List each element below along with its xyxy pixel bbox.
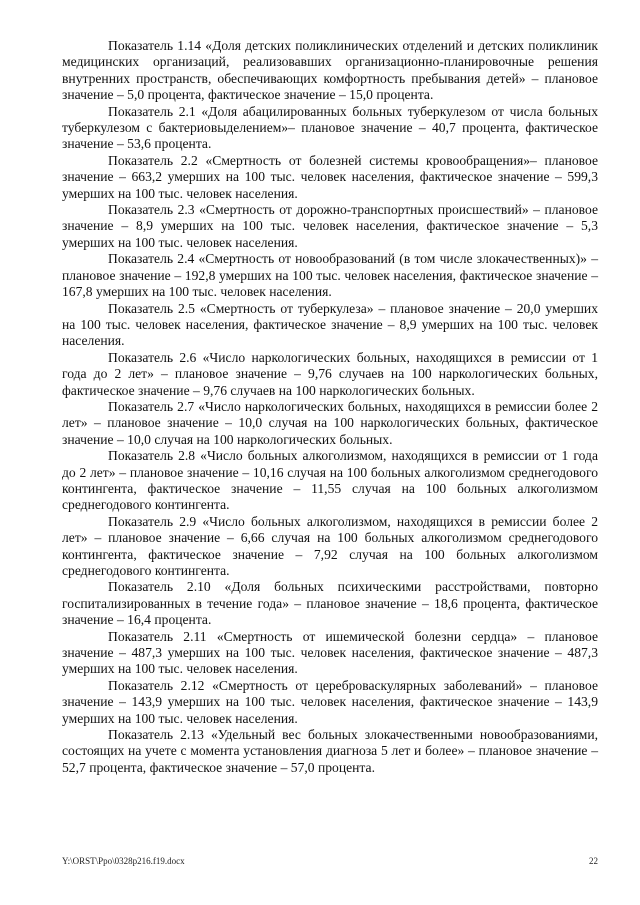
paragraph-indicator-2-2: Показатель 2.2 «Смертность от болезней системы кровообращения»– плановое значение – 663,2 умерших на 100 тыс. человек населения, фактическое значение – 599,3 умерших на 100 тыс. человек населения. [62, 152, 598, 201]
paragraph-indicator-2-13: Показатель 2.13 «Удельный вес больных злокачественными новообразованиями, состоящих на учете с момента установления диагноза 5 лет и более» – плановое значение – 52,7 процента, фактическое значение – 57,0 процента. [62, 727, 598, 775]
paragraph-indicator-2-6: Показатель 2.6 «Число наркологических больных, находящихся в ремиссии от 1 года до 2 лет» – плановое значение – 9,76 случаев на 100 наркологических больных, фактическое значение – 9,76 случаев на 100 наркологических больных. [62, 349, 598, 398]
document-body [62, 38, 598, 776]
paragraph-indicator-2-5: Показатель 2.5 «Смертность от туберкулеза» – плановое значение – 20,0 умерших на 100 тыс. человек населения, фактическое значение – 8,9 умерших на 100 тыс. человек населения. [62, 300, 598, 349]
paragraph-indicator-2-12: Показатель 2.12 «Смертность от цереброваскулярных заболеваний» – плановое значение – 143,9 умерших на 100 тыс. человек населения, фактическое значение – 143,9 умерших на 100 тыс. человек населения. [62, 677, 598, 726]
paragraph-indicator-2-1: Показатель 2.1 «Доля абацилированных больных туберкулезом от числа больных туберкулезом с бактериовыделением»– плановое значение – 40,7 процента, фактическое значение – 53,6 процента. [62, 103, 598, 152]
paragraph-indicator-2-3: Показатель 2.3 «Смертность от дорожно-транспортных происшествий» – плановое значение – 8,9 умерших на 100 тыс. человек населения, фактическое значение – 5,3 умерших на 100 тыс. человек населения. [62, 202, 598, 250]
paragraph-indicator-2-4: Показатель 2.4 «Смертность от новообразований (в том числе злокачественных)» – плановое значение – 192,8 умерших на 100 тыс. человек населения, фактическое значение – 167,8 умерших на 100 тыс. человек населения. [62, 251, 598, 300]
paragraph-indicator-2-9: Показатель 2.9 «Число больных алкоголизмом, находящихся в ремиссии более 2 лет» – плановое значение – 6,66 случая на 100 больных алкоголизмом среднегодового контингента, фактическое значение – 7,92 случая на 100 больных алкоголизмом среднегодового контингента. [62, 513, 598, 578]
paragraph-indicator-2-7: Показатель 2.7 «Число наркологических больных, находящихся в ремиссии более 2 лет» – плановое значение – 10,0 случая на 100 наркологических больных, фактическое значение – 10,0 случая на 100 наркологических больных. [62, 398, 598, 447]
paragraph-indicator-2-8: Показатель 2.8 «Число больных алкоголизмом, находящихся в ремиссии от 1 года до 2 лет» – плановое значение – 10,16 случая на 100 больных алкоголизмом среднегодового контингента, фактическое значение – 11,55 случая на 100 больных алкоголизмом среднегодового контингента. [62, 448, 598, 513]
footer-file-path: Y:\ORST\Ppo\0328p216.f19.docx [62, 856, 185, 866]
paragraph-indicator-2-11: Показатель 2.11 «Смертность от ишемической болезни сердца» – плановое значение – 487,3 умерших на 100 тыс. человек населения, фактическое значение – 487,3 умерших на 100 тыс. человек населения. [62, 628, 598, 677]
paragraph-indicator-2-10: Показатель 2.10 «Доля больных психическими расстройствами, повторно госпитализированных в течение года» – плановое значение – 18,6 процента, фактическое значение – 16,4 процента. [62, 579, 598, 628]
paragraph-indicator-1-14: Показатель 1.14 «Доля детских поликлинических отделений и детских поликлиник медицинских организаций, реализовавших организационно-планировочные решения внутренних пространств, обеспечивающих комфортность пребывания детей» – плановое значение – 5,0 процента, фактическое значение – 15,0 процента. [62, 38, 598, 103]
page-number: 22 [589, 856, 598, 866]
